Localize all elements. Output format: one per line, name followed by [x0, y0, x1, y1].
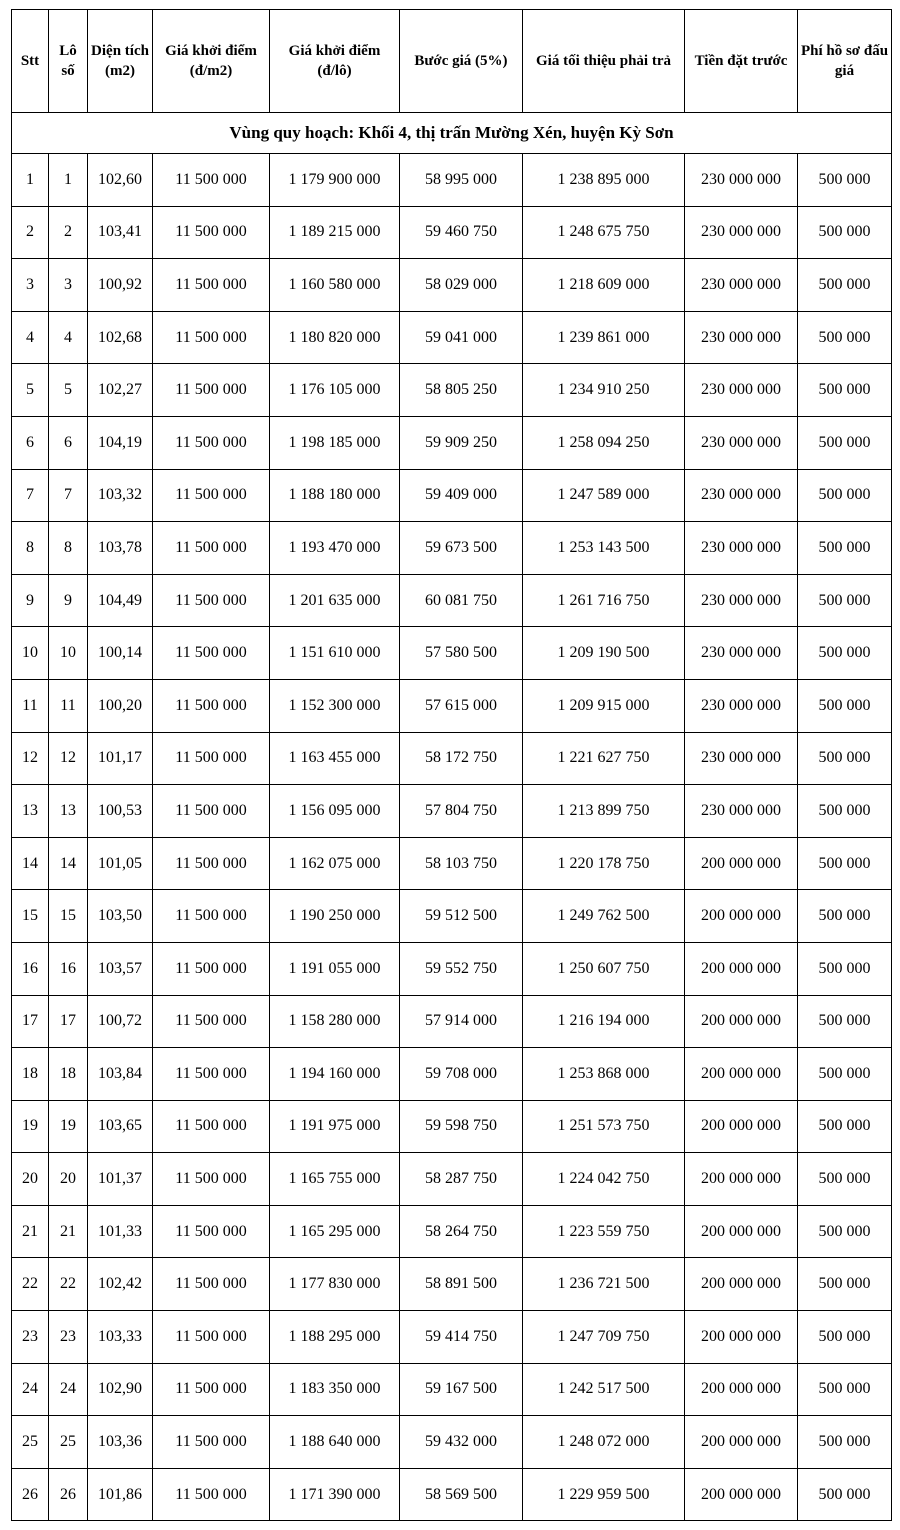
cell-deposit: 230 000 000 [685, 416, 798, 469]
cell-area: 100,14 [88, 627, 153, 680]
cell-lot-number: 6 [49, 416, 88, 469]
cell-lot-number: 17 [49, 995, 88, 1048]
cell-area: 103,33 [88, 1311, 153, 1364]
cell-minimum-price: 1 216 194 000 [523, 995, 685, 1048]
cell-price-per-m2: 11 500 000 [153, 154, 270, 207]
cell-price-per-lot: 1 171 390 000 [270, 1468, 400, 1521]
cell-area: 103,84 [88, 1048, 153, 1101]
cell-deposit: 200 000 000 [685, 942, 798, 995]
cell-stt: 18 [12, 1048, 49, 1101]
cell-lot-number: 20 [49, 1153, 88, 1206]
cell-price-per-m2: 11 500 000 [153, 1468, 270, 1521]
cell-price-per-m2: 11 500 000 [153, 206, 270, 259]
cell-lot-number: 22 [49, 1258, 88, 1311]
cell-minimum-price: 1 209 915 000 [523, 679, 685, 732]
cell-area: 104,19 [88, 416, 153, 469]
cell-deposit: 230 000 000 [685, 259, 798, 312]
cell-price-per-lot: 1 179 900 000 [270, 154, 400, 207]
cell-deposit: 200 000 000 [685, 1363, 798, 1416]
cell-minimum-price: 1 220 178 750 [523, 837, 685, 890]
cell-price-per-m2: 11 500 000 [153, 1100, 270, 1153]
table-row [12, 1153, 892, 1206]
cell-area: 103,57 [88, 942, 153, 995]
cell-minimum-price: 1 236 721 500 [523, 1258, 685, 1311]
cell-area: 100,20 [88, 679, 153, 732]
cell-stt: 15 [12, 890, 49, 943]
cell-bid-step: 59 909 250 [400, 416, 523, 469]
cell-minimum-price: 1 253 868 000 [523, 1048, 685, 1101]
cell-area: 102,42 [88, 1258, 153, 1311]
cell-price-per-m2: 11 500 000 [153, 890, 270, 943]
cell-area: 101,33 [88, 1205, 153, 1258]
table-row [12, 1100, 892, 1153]
region-row [12, 113, 892, 154]
cell-stt: 2 [12, 206, 49, 259]
cell-area: 101,17 [88, 732, 153, 785]
cell-price-per-lot: 1 189 215 000 [270, 206, 400, 259]
cell-minimum-price: 1 248 675 750 [523, 206, 685, 259]
cell-price-per-lot: 1 162 075 000 [270, 837, 400, 890]
header-deposit: Tiền đặt trước [685, 10, 798, 113]
cell-price-per-m2: 11 500 000 [153, 522, 270, 575]
cell-deposit: 230 000 000 [685, 469, 798, 522]
table-row [12, 732, 892, 785]
table-row [12, 785, 892, 838]
cell-fee: 500 000 [798, 259, 892, 312]
cell-price-per-m2: 11 500 000 [153, 1363, 270, 1416]
table-row [12, 890, 892, 943]
cell-minimum-price: 1 224 042 750 [523, 1153, 685, 1206]
header-fee: Phí hồ sơ đấu giá [798, 10, 892, 113]
table-row [12, 154, 892, 207]
cell-deposit: 200 000 000 [685, 890, 798, 943]
cell-price-per-m2: 11 500 000 [153, 311, 270, 364]
cell-stt: 25 [12, 1416, 49, 1469]
cell-fee: 500 000 [798, 1048, 892, 1101]
cell-price-per-m2: 11 500 000 [153, 259, 270, 312]
cell-price-per-m2: 11 500 000 [153, 1048, 270, 1101]
cell-price-per-m2: 11 500 000 [153, 942, 270, 995]
cell-lot-number: 18 [49, 1048, 88, 1101]
cell-lot-number: 10 [49, 627, 88, 680]
cell-bid-step: 57 804 750 [400, 785, 523, 838]
cell-stt: 12 [12, 732, 49, 785]
cell-price-per-lot: 1 177 830 000 [270, 1258, 400, 1311]
cell-minimum-price: 1 258 094 250 [523, 416, 685, 469]
cell-deposit: 230 000 000 [685, 679, 798, 732]
cell-minimum-price: 1 238 895 000 [523, 154, 685, 207]
cell-fee: 500 000 [798, 1205, 892, 1258]
cell-area: 102,60 [88, 154, 153, 207]
cell-stt: 5 [12, 364, 49, 417]
cell-deposit: 200 000 000 [685, 1100, 798, 1153]
header-stt: Stt [12, 10, 49, 113]
cell-area: 103,50 [88, 890, 153, 943]
cell-lot-number: 9 [49, 574, 88, 627]
cell-deposit: 200 000 000 [685, 1205, 798, 1258]
cell-bid-step: 58 891 500 [400, 1258, 523, 1311]
cell-deposit: 200 000 000 [685, 1416, 798, 1469]
table-row [12, 469, 892, 522]
cell-bid-step: 57 914 000 [400, 995, 523, 1048]
table-row [12, 311, 892, 364]
cell-lot-number: 7 [49, 469, 88, 522]
cell-fee: 500 000 [798, 837, 892, 890]
cell-price-per-lot: 1 156 095 000 [270, 785, 400, 838]
cell-fee: 500 000 [798, 679, 892, 732]
cell-minimum-price: 1 223 559 750 [523, 1205, 685, 1258]
cell-stt: 7 [12, 469, 49, 522]
table-row [12, 627, 892, 680]
cell-fee: 500 000 [798, 1468, 892, 1521]
table-row [12, 837, 892, 890]
cell-price-per-lot: 1 165 295 000 [270, 1205, 400, 1258]
cell-stt: 21 [12, 1205, 49, 1258]
cell-bid-step: 59 041 000 [400, 311, 523, 364]
cell-price-per-lot: 1 194 160 000 [270, 1048, 400, 1101]
cell-minimum-price: 1 218 609 000 [523, 259, 685, 312]
cell-lot-number: 16 [49, 942, 88, 995]
cell-price-per-lot: 1 165 755 000 [270, 1153, 400, 1206]
cell-bid-step: 59 409 000 [400, 469, 523, 522]
cell-price-per-lot: 1 201 635 000 [270, 574, 400, 627]
cell-bid-step: 59 460 750 [400, 206, 523, 259]
table-row [12, 942, 892, 995]
header-minimum-price: Giá tối thiệu phải trả [523, 10, 685, 113]
cell-area: 101,05 [88, 837, 153, 890]
cell-price-per-m2: 11 500 000 [153, 995, 270, 1048]
cell-fee: 500 000 [798, 1100, 892, 1153]
cell-bid-step: 59 673 500 [400, 522, 523, 575]
cell-stt: 3 [12, 259, 49, 312]
header-lot-number: Lô số [49, 10, 88, 113]
cell-price-per-m2: 11 500 000 [153, 574, 270, 627]
cell-fee: 500 000 [798, 469, 892, 522]
cell-price-per-lot: 1 188 295 000 [270, 1311, 400, 1364]
cell-stt: 17 [12, 995, 49, 1048]
cell-minimum-price: 1 251 573 750 [523, 1100, 685, 1153]
cell-lot-number: 5 [49, 364, 88, 417]
cell-bid-step: 58 995 000 [400, 154, 523, 207]
cell-lot-number: 19 [49, 1100, 88, 1153]
header-row [12, 10, 892, 113]
cell-fee: 500 000 [798, 890, 892, 943]
cell-minimum-price: 1 209 190 500 [523, 627, 685, 680]
cell-fee: 500 000 [798, 1416, 892, 1469]
cell-lot-number: 2 [49, 206, 88, 259]
cell-price-per-lot: 1 152 300 000 [270, 679, 400, 732]
table-row [12, 1468, 892, 1521]
cell-price-per-m2: 11 500 000 [153, 469, 270, 522]
cell-price-per-m2: 11 500 000 [153, 416, 270, 469]
cell-fee: 500 000 [798, 574, 892, 627]
cell-fee: 500 000 [798, 206, 892, 259]
cell-lot-number: 11 [49, 679, 88, 732]
cell-fee: 500 000 [798, 522, 892, 575]
cell-bid-step: 58 287 750 [400, 1153, 523, 1206]
cell-lot-number: 25 [49, 1416, 88, 1469]
cell-stt: 4 [12, 311, 49, 364]
header-price-per-lot: Giá khởi điểm (đ/lô) [270, 10, 400, 113]
cell-minimum-price: 1 247 589 000 [523, 469, 685, 522]
table-row [12, 1311, 892, 1364]
cell-stt: 6 [12, 416, 49, 469]
cell-fee: 500 000 [798, 942, 892, 995]
cell-bid-step: 58 805 250 [400, 364, 523, 417]
cell-deposit: 200 000 000 [685, 1258, 798, 1311]
cell-deposit: 230 000 000 [685, 206, 798, 259]
cell-bid-step: 59 512 500 [400, 890, 523, 943]
cell-lot-number: 14 [49, 837, 88, 890]
cell-stt: 23 [12, 1311, 49, 1364]
cell-fee: 500 000 [798, 364, 892, 417]
cell-deposit: 200 000 000 [685, 837, 798, 890]
cell-price-per-lot: 1 188 640 000 [270, 1416, 400, 1469]
table-row [12, 1205, 892, 1258]
cell-price-per-lot: 1 176 105 000 [270, 364, 400, 417]
cell-minimum-price: 1 250 607 750 [523, 942, 685, 995]
cell-lot-number: 24 [49, 1363, 88, 1416]
cell-deposit: 200 000 000 [685, 1468, 798, 1521]
table-row [12, 995, 892, 1048]
cell-bid-step: 57 615 000 [400, 679, 523, 732]
cell-bid-step: 58 264 750 [400, 1205, 523, 1258]
cell-bid-step: 59 598 750 [400, 1100, 523, 1153]
cell-area: 100,72 [88, 995, 153, 1048]
cell-price-per-lot: 1 188 180 000 [270, 469, 400, 522]
cell-price-per-m2: 11 500 000 [153, 364, 270, 417]
cell-price-per-m2: 11 500 000 [153, 1205, 270, 1258]
cell-bid-step: 57 580 500 [400, 627, 523, 680]
cell-area: 103,78 [88, 522, 153, 575]
cell-deposit: 200 000 000 [685, 1048, 798, 1101]
table-row [12, 522, 892, 575]
table-row [12, 574, 892, 627]
cell-price-per-lot: 1 193 470 000 [270, 522, 400, 575]
cell-price-per-m2: 11 500 000 [153, 1311, 270, 1364]
cell-stt: 8 [12, 522, 49, 575]
header-area: Diện tích (m2) [88, 10, 153, 113]
cell-deposit: 230 000 000 [685, 785, 798, 838]
cell-stt: 13 [12, 785, 49, 838]
cell-minimum-price: 1 229 959 500 [523, 1468, 685, 1521]
cell-minimum-price: 1 213 899 750 [523, 785, 685, 838]
cell-bid-step: 59 708 000 [400, 1048, 523, 1101]
cell-stt: 19 [12, 1100, 49, 1153]
table-row [12, 364, 892, 417]
cell-price-per-lot: 1 190 250 000 [270, 890, 400, 943]
cell-lot-number: 8 [49, 522, 88, 575]
cell-minimum-price: 1 261 716 750 [523, 574, 685, 627]
cell-stt: 11 [12, 679, 49, 732]
cell-lot-number: 12 [49, 732, 88, 785]
cell-stt: 26 [12, 1468, 49, 1521]
cell-fee: 500 000 [798, 1311, 892, 1364]
cell-area: 102,90 [88, 1363, 153, 1416]
cell-lot-number: 23 [49, 1311, 88, 1364]
cell-deposit: 230 000 000 [685, 732, 798, 785]
auction-table [11, 9, 892, 1521]
cell-deposit: 230 000 000 [685, 364, 798, 417]
cell-fee: 500 000 [798, 1153, 892, 1206]
cell-area: 104,49 [88, 574, 153, 627]
cell-price-per-m2: 11 500 000 [153, 1416, 270, 1469]
cell-bid-step: 59 167 500 [400, 1363, 523, 1416]
cell-deposit: 200 000 000 [685, 1153, 798, 1206]
cell-minimum-price: 1 248 072 000 [523, 1416, 685, 1469]
cell-deposit: 230 000 000 [685, 522, 798, 575]
cell-price-per-lot: 1 191 975 000 [270, 1100, 400, 1153]
cell-fee: 500 000 [798, 416, 892, 469]
header-bid-step: Bước giá (5%) [400, 10, 523, 113]
cell-minimum-price: 1 234 910 250 [523, 364, 685, 417]
cell-fee: 500 000 [798, 1258, 892, 1311]
cell-deposit: 230 000 000 [685, 574, 798, 627]
cell-fee: 500 000 [798, 1363, 892, 1416]
cell-area: 103,65 [88, 1100, 153, 1153]
cell-area: 103,41 [88, 206, 153, 259]
cell-price-per-lot: 1 158 280 000 [270, 995, 400, 1048]
cell-lot-number: 15 [49, 890, 88, 943]
table-row [12, 259, 892, 312]
cell-minimum-price: 1 239 861 000 [523, 311, 685, 364]
cell-fee: 500 000 [798, 154, 892, 207]
region-label: Vùng quy hoạch: Khối 4, thị trấn Mường Xén, huyện Kỳ Sơn [12, 113, 892, 154]
cell-stt: 16 [12, 942, 49, 995]
table-row [12, 206, 892, 259]
cell-bid-step: 60 081 750 [400, 574, 523, 627]
cell-deposit: 200 000 000 [685, 1311, 798, 1364]
cell-bid-step: 58 172 750 [400, 732, 523, 785]
cell-price-per-lot: 1 151 610 000 [270, 627, 400, 680]
cell-fee: 500 000 [798, 311, 892, 364]
cell-lot-number: 4 [49, 311, 88, 364]
cell-minimum-price: 1 247 709 750 [523, 1311, 685, 1364]
cell-stt: 10 [12, 627, 49, 680]
cell-deposit: 230 000 000 [685, 311, 798, 364]
cell-area: 102,27 [88, 364, 153, 417]
cell-fee: 500 000 [798, 995, 892, 1048]
cell-area: 103,36 [88, 1416, 153, 1469]
cell-price-per-lot: 1 198 185 000 [270, 416, 400, 469]
cell-minimum-price: 1 249 762 500 [523, 890, 685, 943]
cell-price-per-lot: 1 163 455 000 [270, 732, 400, 785]
cell-fee: 500 000 [798, 732, 892, 785]
cell-stt: 24 [12, 1363, 49, 1416]
cell-minimum-price: 1 221 627 750 [523, 732, 685, 785]
cell-price-per-m2: 11 500 000 [153, 837, 270, 890]
cell-stt: 22 [12, 1258, 49, 1311]
cell-deposit: 230 000 000 [685, 154, 798, 207]
cell-fee: 500 000 [798, 785, 892, 838]
cell-price-per-lot: 1 160 580 000 [270, 259, 400, 312]
cell-lot-number: 13 [49, 785, 88, 838]
cell-price-per-m2: 11 500 000 [153, 785, 270, 838]
table-row [12, 1416, 892, 1469]
cell-bid-step: 59 552 750 [400, 942, 523, 995]
cell-lot-number: 21 [49, 1205, 88, 1258]
cell-stt: 1 [12, 154, 49, 207]
cell-fee: 500 000 [798, 627, 892, 680]
cell-minimum-price: 1 253 143 500 [523, 522, 685, 575]
cell-area: 100,53 [88, 785, 153, 838]
cell-stt: 14 [12, 837, 49, 890]
cell-area: 103,32 [88, 469, 153, 522]
cell-minimum-price: 1 242 517 500 [523, 1363, 685, 1416]
cell-bid-step: 58 103 750 [400, 837, 523, 890]
cell-area: 101,86 [88, 1468, 153, 1521]
header-price-per-m2: Giá khởi điểm (đ/m2) [153, 10, 270, 113]
cell-bid-step: 59 432 000 [400, 1416, 523, 1469]
cell-price-per-m2: 11 500 000 [153, 1258, 270, 1311]
cell-price-per-lot: 1 180 820 000 [270, 311, 400, 364]
cell-price-per-m2: 11 500 000 [153, 1153, 270, 1206]
cell-area: 100,92 [88, 259, 153, 312]
cell-lot-number: 26 [49, 1468, 88, 1521]
table-row [12, 1048, 892, 1101]
table-row [12, 1258, 892, 1311]
table-row [12, 416, 892, 469]
cell-stt: 9 [12, 574, 49, 627]
cell-bid-step: 58 569 500 [400, 1468, 523, 1521]
cell-area: 102,68 [88, 311, 153, 364]
cell-lot-number: 1 [49, 154, 88, 207]
cell-deposit: 200 000 000 [685, 995, 798, 1048]
cell-price-per-m2: 11 500 000 [153, 732, 270, 785]
cell-lot-number: 3 [49, 259, 88, 312]
cell-price-per-m2: 11 500 000 [153, 679, 270, 732]
table-row [12, 679, 892, 732]
cell-deposit: 230 000 000 [685, 627, 798, 680]
cell-stt: 20 [12, 1153, 49, 1206]
cell-price-per-lot: 1 191 055 000 [270, 942, 400, 995]
cell-bid-step: 59 414 750 [400, 1311, 523, 1364]
table-row [12, 1363, 892, 1416]
cell-area: 101,37 [88, 1153, 153, 1206]
cell-price-per-lot: 1 183 350 000 [270, 1363, 400, 1416]
cell-price-per-m2: 11 500 000 [153, 627, 270, 680]
cell-bid-step: 58 029 000 [400, 259, 523, 312]
